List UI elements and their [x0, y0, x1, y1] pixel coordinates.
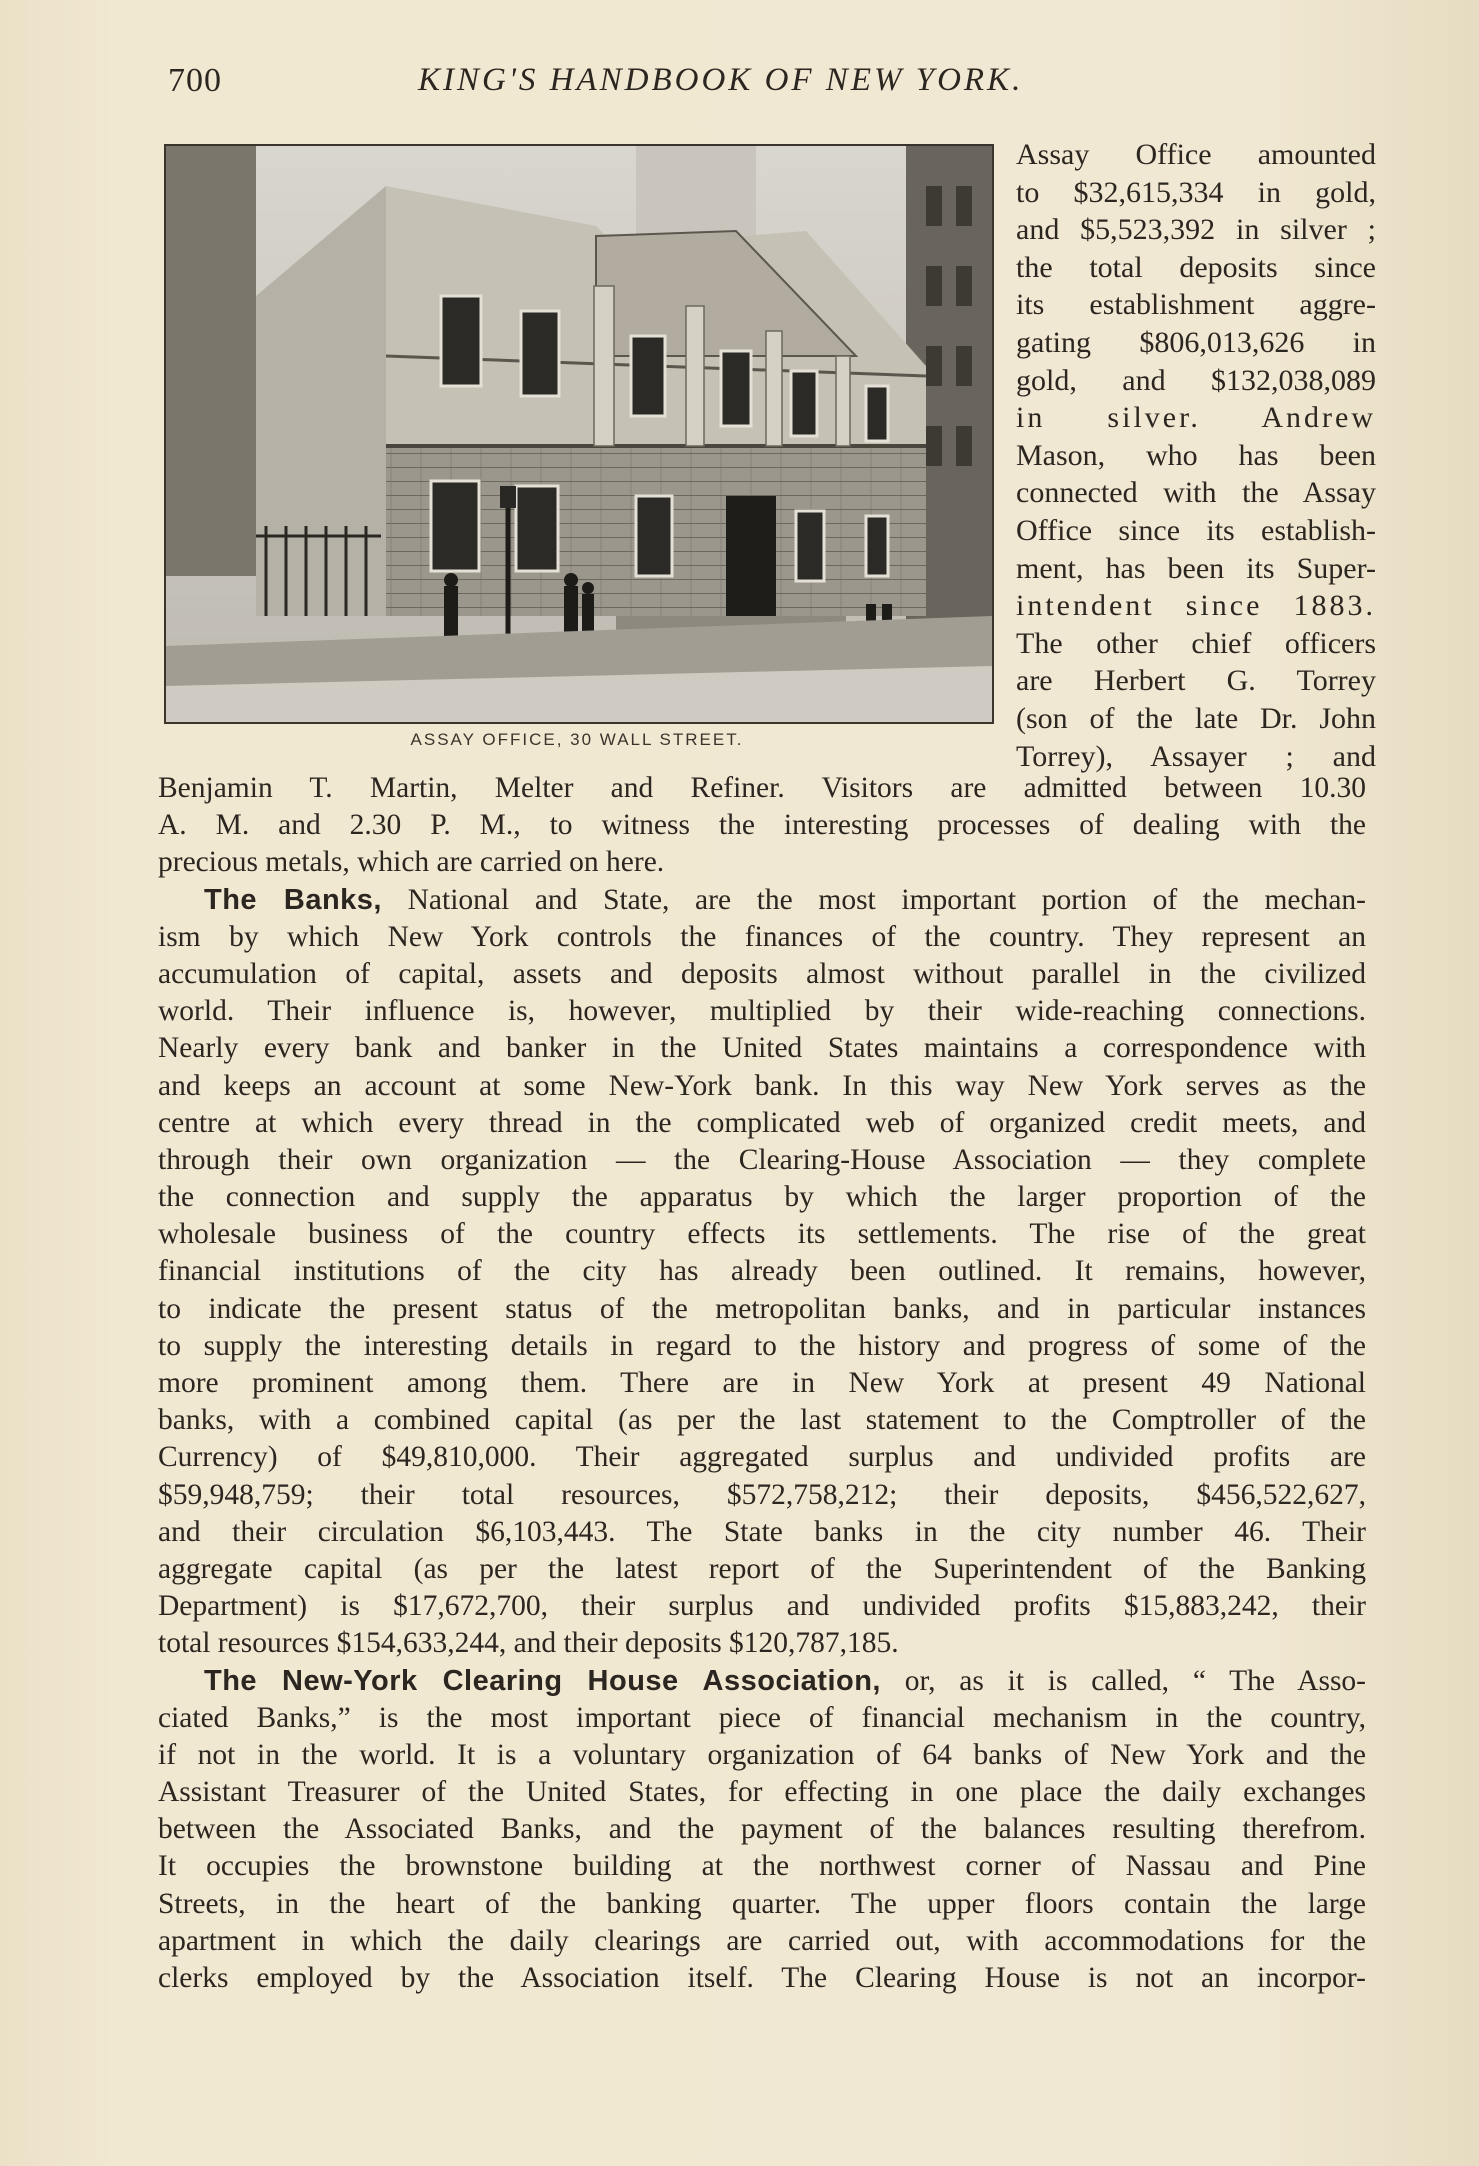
text-line: accumulation of capital, assets and deposits almost without parallel in the civilized [158, 957, 1366, 990]
text-line: ment, has been its Super- [1016, 551, 1376, 585]
text-line: $59,948,759; their total resources, $572,758,212; their deposits, $456,522,627, [158, 1478, 1366, 1511]
text-line: Department) is $17,672,700, their surplus and undivided profits $15,883,242, their [158, 1590, 1366, 1623]
section-lead-clearing-house: The New-York Clearing House Association, [204, 1664, 881, 1697]
text-line: centre at which every thread in the complicated web of organized credit meets, and [158, 1106, 1366, 1139]
text-line: more prominent among them. There are in New York at present 49 National [158, 1367, 1366, 1399]
figure-caption: ASSAY OFFICE, 30 WALL STREET. [410, 730, 744, 749]
paragraph-banks-first-line [158, 882, 1366, 919]
side-column-text [1016, 136, 1376, 775]
text-line: Office since its establish- [1016, 513, 1376, 547]
text-line: intendent since 1883. [1016, 589, 1376, 623]
text-line: in silver. Andrew [1016, 401, 1376, 435]
text-line: total resources $154,633,244, and their deposits $120,787,185. [158, 1627, 899, 1660]
text-line: world. Their influence is, however, multiplied by their wide-reaching connections. [158, 995, 1366, 1028]
text-line: the total deposits since [1016, 250, 1376, 284]
building-engraving [166, 146, 992, 722]
assay-office-illustration [164, 144, 994, 724]
text-line: The other chief officers [1016, 626, 1376, 660]
page-header [168, 62, 1368, 112]
text-line: through their own organization — the Clearing-House Association — they complete [158, 1143, 1366, 1176]
text-line: aggregate capital (as per the latest report of the Superintendent of the Banking [158, 1552, 1366, 1585]
text-fragment: National and State, are the most important portion of the mechan- [407, 883, 1366, 916]
text-line: financial institutions of the city has already been outlined. It remains, however, [158, 1255, 1366, 1288]
text-line: Assistant Treasurer of the United States, for effecting in one place the daily exchanges [158, 1776, 1366, 1809]
text-line: Torrey), Assayer ; and [1016, 739, 1376, 773]
section-lead-banks: The Banks, [204, 883, 382, 916]
text-line: Mason, who has been [1016, 438, 1376, 472]
text-line: and $5,523,392 in silver ; [1016, 213, 1376, 247]
text-line: to supply the interesting details in regard to the history and progress of some of the [158, 1329, 1366, 1362]
text-line: between the Associated Banks, and the payment of the balances resulting therefrom. [158, 1813, 1366, 1846]
text-line: gating $806,013,626 in [1016, 325, 1376, 359]
text-line: and keeps an account at some New-York bank. In this way New York serves as the [158, 1069, 1366, 1102]
text-line: Assay Office amounted [1016, 138, 1376, 171]
text-line: clerks employed by the Association itself. The Clearing House is not an incorpor- [158, 1962, 1366, 1994]
text-line: banks, with a combined capital (as per the last statement to the Comptroller of the [158, 1404, 1366, 1437]
text-fragment: or, as it is called, “ The Asso- [904, 1664, 1366, 1697]
text-line: gold, and $132,038,089 [1016, 363, 1376, 397]
text-line: Nearly every bank and banker in the United States maintains a correspondence with [158, 1032, 1366, 1065]
text-line: ism by which New York controls the finances of the country. They represent an [158, 920, 1366, 953]
text-line: Benjamin T. Martin, Melter and Refiner. Visitors are admitted between 10.30 [158, 772, 1366, 804]
text-line: to $32,615,334 in gold, [1016, 175, 1376, 209]
text-line: connected with the Assay [1016, 476, 1376, 510]
text-line: Currency) of $49,810,000. Their aggregated surplus and undivided profits are [158, 1441, 1366, 1474]
text-line: its establishment aggre- [1016, 288, 1376, 322]
text-line: and their circulation $6,103,443. The State banks in the city number 46. Their [158, 1515, 1366, 1548]
text-line: (son of the late Dr. John [1016, 701, 1376, 735]
text-line: the connection and supply the apparatus by which the larger proportion of the [158, 1181, 1366, 1214]
running-head: KING'S HANDBOOK OF NEW YORK. [418, 62, 1024, 98]
text-line: apartment in which the daily clearings are carried out, with accommodations for the [158, 1924, 1366, 1957]
text-line: precious metals, which are carried on here. [158, 846, 665, 879]
text-line: It occupies the brownstone building at the northwest corner of Nassau and Pine [158, 1850, 1366, 1883]
paragraph-clearing-house-first-line [158, 1663, 1366, 1700]
body-text [158, 770, 1366, 1997]
text-line: ciated Banks,” is the most important piece of financial mechanism in the country, [158, 1701, 1366, 1734]
text-line: to indicate the present status of the metropolitan banks, and in particular instances [158, 1292, 1366, 1325]
text-line: A. M. and 2.30 P. M., to witness the interesting processes of dealing with the [158, 809, 1366, 842]
text-line: are Herbert G. Torrey [1016, 664, 1376, 698]
text-line: Streets, in the heart of the banking quarter. The upper floors contain the large [158, 1887, 1366, 1920]
text-line: wholesale business of the country effects its settlements. The rise of the great [158, 1218, 1366, 1251]
text-line: if not in the world. It is a voluntary organization of 64 banks of New York and the [158, 1738, 1366, 1771]
page-number: 700 [168, 62, 222, 99]
